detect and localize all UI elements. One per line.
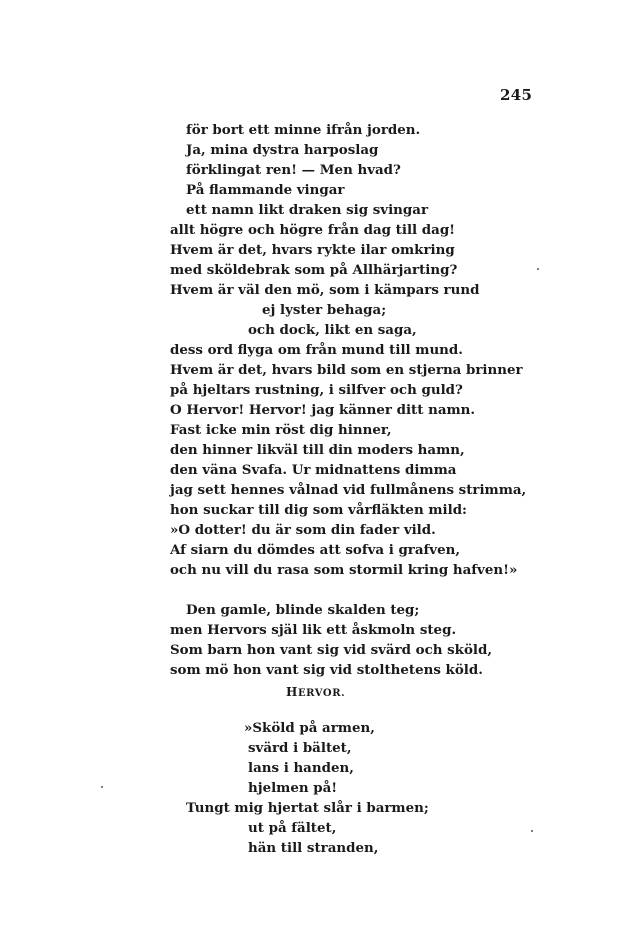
speaker-initial: H [286, 685, 298, 699]
verse-line: Ja, mina dystra harposlag [186, 142, 379, 158]
verse-line: ett namn likt draken sig svingar [186, 202, 429, 218]
verse-line: men Hervors själ lik ett åskmoln steg. [170, 622, 457, 638]
verse-line: »O dotter! du är som din fader vild. [170, 522, 436, 538]
print-speck [537, 268, 539, 270]
verse-line: den hinner likväl till din moders hamn, [170, 442, 465, 458]
verse-line: hon suckar till dig som vårfläkten mild: [170, 502, 468, 518]
verse-line: med sköldebrak som på Allhärjarting? [170, 262, 458, 278]
print-speck [531, 830, 533, 832]
verse-line: på hjeltars rustning, i silfver och guld? [170, 382, 463, 398]
verse-line: dess ord flyga om från mund till mund. [170, 342, 463, 358]
verse-line: ej lyster behaga; [262, 302, 387, 318]
verse-line: Som barn hon vant sig vid svärd och sköld, [170, 642, 492, 658]
verse-line: Tungt mig hjertat slår i barmen; [186, 800, 429, 816]
verse-line: förklingat ren! — Men hvad? [186, 162, 401, 178]
verse-line: den väna Svafa. Ur midnattens dimma [170, 462, 457, 478]
verse-line: som mö hon vant sig vid stolthetens köld. [170, 662, 483, 678]
verse-line: Hvem är väl den mö, som i kämpars rund [170, 282, 480, 298]
verse-line: Hvem är det, hvars rykte ilar omkring [170, 242, 455, 258]
verse-line: hän till stranden, [248, 840, 379, 856]
verse-line: Fast icke min röst dig hinner, [170, 422, 392, 438]
verse-line: jag sett hennes vålnad vid fullmånens strimma, [170, 482, 527, 498]
speaker-heading [286, 685, 345, 699]
verse-line: Den gamle, blinde skalden teg; [186, 602, 420, 618]
print-speck [101, 786, 103, 788]
verse-line: Af siarn du dömdes att sofva i grafven, [170, 542, 460, 558]
verse-line: ut på fältet, [248, 820, 337, 836]
verse-line: »Sköld på armen, [244, 720, 375, 736]
verse-line: hjelmen på! [248, 780, 338, 796]
verse-line: och nu vill du rasa som stormil kring hafven!» [170, 562, 518, 578]
verse-line: allt högre och högre från dag till dag! [170, 222, 456, 238]
verse-line: för bort ett minne ifrån jorden. [186, 122, 421, 138]
verse-line: Hvem är det, hvars bild som en stjerna brinner [170, 362, 523, 378]
verse-line: och dock, likt en saga, [248, 322, 417, 338]
speaker-rest: ERVOR. [297, 688, 346, 699]
verse-line: O Hervor! Hervor! jag känner ditt namn. [170, 402, 476, 418]
verse-line: svärd i bältet, [248, 740, 352, 756]
page-number: 245 [500, 86, 533, 104]
verse-line: lans i handen, [248, 760, 354, 776]
verse-line: På flammande vingar [186, 182, 345, 198]
